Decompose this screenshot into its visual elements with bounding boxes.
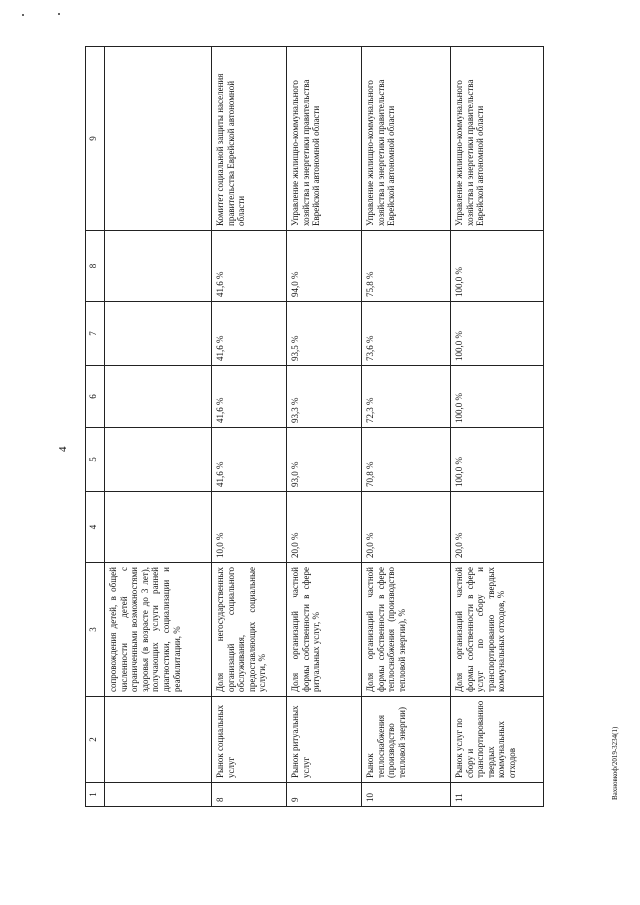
responsible-body bbox=[105, 47, 212, 231]
value-col5 bbox=[105, 428, 212, 492]
value-col7: 93,5 % bbox=[287, 302, 362, 366]
responsible-body: Управление жилищно-коммунального хозяйства и энергетики правительства Еврейской автономной области bbox=[287, 47, 362, 231]
value-col8: 100,0 % bbox=[451, 231, 544, 302]
header-cell: 9 bbox=[86, 47, 105, 231]
value-col5: 100,0 % bbox=[451, 428, 544, 492]
value-col4 bbox=[105, 492, 212, 563]
page-number: 4 bbox=[57, 446, 69, 452]
indicator-description: Доля негосударственных организаций социального обслуживания, предоставляющих социальные услуги, % bbox=[212, 563, 287, 697]
indicators-table bbox=[85, 46, 544, 807]
rotated-table-container bbox=[85, 47, 562, 807]
indicator-description: Доля организаций частной формы собственности в сфере теплоснабжения (производство тепловой энергии), % bbox=[362, 563, 451, 697]
value-col5: 41,6 % bbox=[212, 428, 287, 492]
indicator-description: Доля организаций частной формы собственности в сфере ритуальных услуг, % bbox=[287, 563, 362, 697]
indicator-description: Доля организаций частной формы собственности в сфере услуг по сбору и транспортированию твердых коммунальных отходов, % bbox=[451, 563, 544, 697]
value-col5: 70,8 % bbox=[362, 428, 451, 492]
value-col5: 93,0 % bbox=[287, 428, 362, 492]
row-number bbox=[105, 783, 212, 807]
header-cell: 1 bbox=[86, 783, 105, 807]
scan-speck bbox=[58, 13, 60, 15]
table-row bbox=[105, 47, 212, 807]
row-number: 11 bbox=[451, 783, 544, 807]
table-row bbox=[287, 47, 362, 807]
table-row bbox=[362, 47, 451, 807]
value-col6: 100,0 % bbox=[451, 366, 544, 428]
header-cell: 4 bbox=[86, 492, 105, 563]
value-col7: 41,6 % bbox=[212, 302, 287, 366]
header-row bbox=[86, 47, 105, 807]
value-col4: 20,0 % bbox=[287, 492, 362, 563]
responsible-body: Комитет социальной защиты населения правительства Еврейской автономной области bbox=[212, 47, 287, 231]
header-cell: 2 bbox=[86, 697, 105, 783]
value-col4: 20,0 % bbox=[451, 492, 544, 563]
market-name: Рынок услуг по сбору и транспортированию твердых коммунальных отходов bbox=[451, 697, 544, 783]
market-name: Рынок ритуальных услуг bbox=[287, 697, 362, 783]
value-col8: 94,0 % bbox=[287, 231, 362, 302]
value-col4: 10,0 % bbox=[212, 492, 287, 563]
value-col7: 73,6 % bbox=[362, 302, 451, 366]
value-col6: 41,6 % bbox=[212, 366, 287, 428]
header-cell: 6 bbox=[86, 366, 105, 428]
indicator-description: сопровождения детей, в общей численности детей с ограниченными возможностями здоровья (в возрасте до 3 лет), получающих услуги ранней диагностики, социализации и реабилитации, % bbox=[105, 563, 212, 697]
document-id: Вахновкоф/2019-3234(1) bbox=[611, 726, 619, 800]
market-name bbox=[105, 697, 212, 783]
row-number: 8 bbox=[212, 783, 287, 807]
row-number: 10 bbox=[362, 783, 451, 807]
value-col7 bbox=[105, 302, 212, 366]
responsible-body: Управление жилищно-коммунального хозяйства и энергетики правительства Еврейской автономной области bbox=[362, 47, 451, 231]
table-row bbox=[212, 47, 287, 807]
value-col6: 93,3 % bbox=[287, 366, 362, 428]
header-cell: 8 bbox=[86, 231, 105, 302]
responsible-body: Управление жилищно-коммунального хозяйства и энергетики правительства Еврейской автономной области bbox=[451, 47, 544, 231]
header-cell: 5 bbox=[86, 428, 105, 492]
value-col7: 100,0 % bbox=[451, 302, 544, 366]
header-cell: 7 bbox=[86, 302, 105, 366]
scan-speck bbox=[22, 14, 24, 16]
table-row bbox=[451, 47, 544, 807]
market-name: Рынок теплоснабжения (производство тепловой энергии) bbox=[362, 697, 451, 783]
value-col6: 72,3 % bbox=[362, 366, 451, 428]
value-col4: 20,0 % bbox=[362, 492, 451, 563]
value-col8: 41,6 % bbox=[212, 231, 287, 302]
value-col8: 75,8 % bbox=[362, 231, 451, 302]
header-cell: 3 bbox=[86, 563, 105, 697]
market-name: Рынок социальных услуг bbox=[212, 697, 287, 783]
value-col6 bbox=[105, 366, 212, 428]
row-number: 9 bbox=[287, 783, 362, 807]
value-col8 bbox=[105, 231, 212, 302]
